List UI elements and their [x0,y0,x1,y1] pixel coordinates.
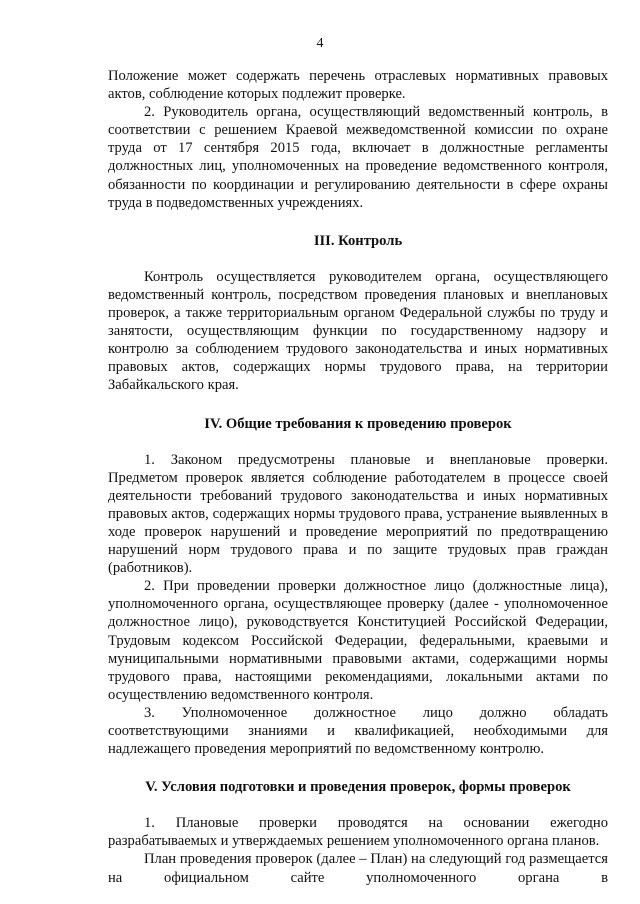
page-number: 4 [316,36,324,51]
section-heading: V. Условия подготовки и проведения проверок, формы проверок [145,779,571,796]
section-heading: III. Контроль [313,232,403,249]
section-heading: IV. Общие требования к проведению проверок [204,415,512,432]
paragraph: 1. Плановые проверки проводятся на основании ежегодно разрабатываемых и утверждаемых решением уполномоченного органа планов. [108,815,608,850]
paragraph: 2. Руководитель органа, осуществляющий ведомственный контроль, в соответствии с решением Краевой межведомственной комиссии по охране труда от 17 сентября 2015 года, включает в должностные регламенты должностных лиц, уполномоченных на проведение ведомственного контроля, обязанности по координации и регулированию деятельности в сфере охраны труда в подведомственных учреждениях. [108,104,608,211]
paragraph: План проведения проверок (далее – План) на следующий год размещается на официальном сайте уполномоченного органа в [108,851,608,886]
document-body [108,67,608,887]
paragraph: 1. Законом предусмотрены плановые и внеплановые проверки. Предметом проверок является соблюдение работодателем в процессе своей деятельности требований трудового законодательства и иных нормативных правовых актов, содержащих нормы трудового права, устранение выявленных в ходе проверок нарушений и проведение мероприятий по предотвращению нарушений норм трудового права и по защите трудовых прав граждан (работников). [108,451,608,577]
paragraph: 2. При проведении проверки должностное лицо (должностные лица), уполномоченного органа, осуществляющее проверку (далее - уполномоченное должностное лицо), руководствуется Конституцией Российской Федерации, Трудовым кодексом Российской Федерации, федеральными, краевыми и муниципальными нормативными правовыми актами, содержащими нормы трудового права, настоящими рекомендациями, локальными актами по осуществлению ведомственного контроля. [108,578,608,703]
paragraph: Положение может содержать перечень отраслевых нормативных правовых актов, соблюдение которых подлежит проверке. [108,68,608,103]
paragraph: 3. Уполномоченное должностное лицо должно обладать соответствующими знаниями и квалификацией, необходимыми для надлежащего проведения мероприятий по ведомственному контролю. [108,704,608,758]
paragraph: Контроль осуществляется руководителем органа, осуществляющего ведомственный контроль, посредством проведения плановых и внеплановых проверок, а также территориальным органом Федеральной службы по труду и занятости, осуществляющим функции по государственному надзору и контролю за соблюдением трудового законодательства и иных нормативных правовых актов, содержащих нормы трудового права, на территории Забайкальского края. [108,268,608,394]
